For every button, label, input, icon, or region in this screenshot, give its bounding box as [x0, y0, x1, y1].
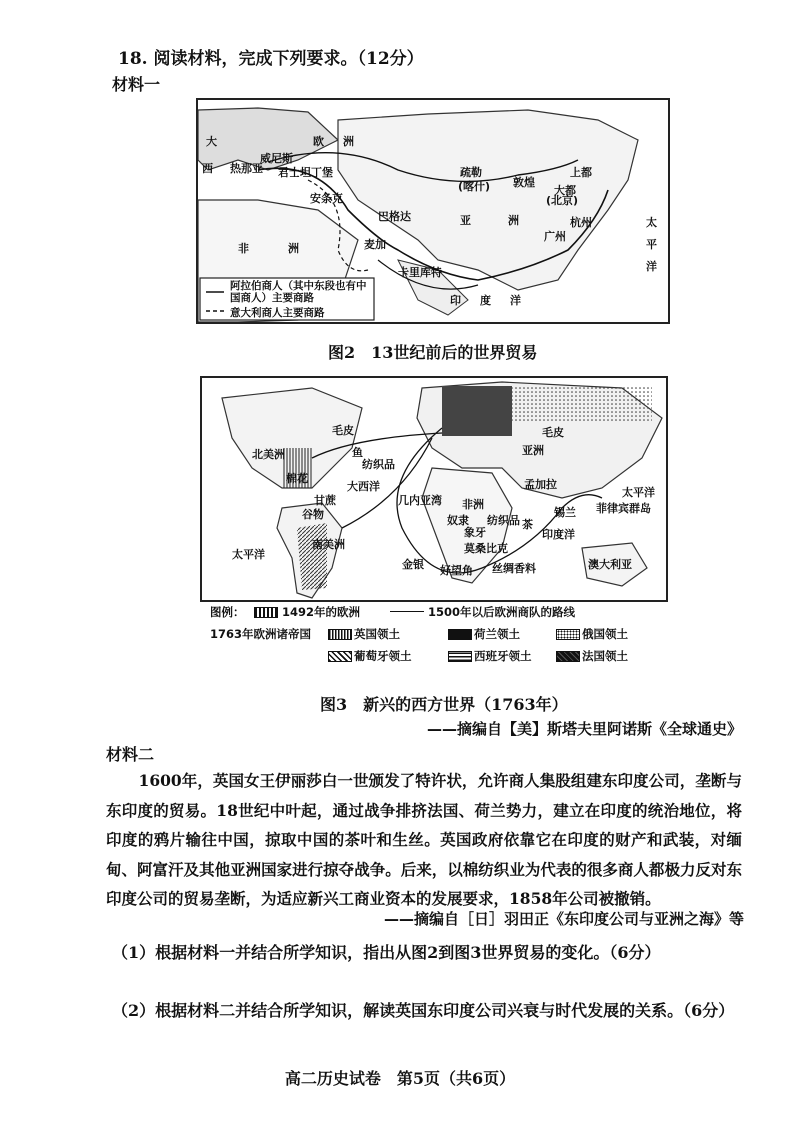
map2-label: 洋 [646, 260, 657, 273]
legend-route: 1500年以后欧洲商队的路线 [428, 605, 576, 619]
map3-label: 奴隶 [447, 514, 469, 527]
legend-spain: 西班牙领土 [474, 649, 532, 663]
legend-empires: 1763年欧洲诸帝国 [210, 627, 312, 641]
material-1-source: ——摘编自【美】斯塔夫里阿诺斯《全球通史》 [426, 720, 742, 738]
question-title: 18. 阅读材料，完成下列要求。（12分） [118, 49, 424, 69]
material-2-label: 材料二 [106, 745, 155, 764]
map2-label: 广州 [544, 230, 566, 243]
map3-label: 太平洋 [622, 486, 655, 499]
map2-label: 度 [480, 294, 491, 307]
legend-russia: 俄国领土 [582, 627, 628, 641]
map2-legend-arab: 阿拉伯商人（其中东段也有中国商人）主要商路 [230, 280, 367, 304]
legend-portugal: 葡萄牙领土 [354, 649, 412, 663]
map2-label: 君士坦丁堡 [278, 166, 333, 179]
map3-label: 鱼 [352, 446, 363, 459]
map2-label: 洲 [288, 242, 299, 255]
map3-label: 丝绸香料 [492, 562, 536, 575]
map3-label: 孟加拉 [524, 478, 557, 491]
map-3-graphic [202, 378, 666, 600]
map2-label: 印 [450, 294, 461, 307]
map3-label: 澳大利亚 [588, 558, 632, 571]
legend-route-arrow-icon [390, 611, 424, 612]
map2-legend-italian: 意大利商人主要商路 [230, 307, 325, 319]
map3-label: 象牙 [464, 526, 486, 539]
legend-britain-swatch [328, 629, 352, 640]
legend-netherlands-swatch [448, 629, 472, 640]
figure-2-caption: 图2 13世纪前后的世界贸易 [328, 343, 538, 362]
map3-label: 大西洋 [347, 480, 380, 493]
map2-label: 亚 [460, 214, 471, 227]
map3-label: 锡兰 [554, 506, 576, 519]
map3-label: 谷物 [302, 508, 324, 521]
map3-label: 纺织品 [487, 514, 520, 527]
subquestion-1: （1）根据材料一并结合所学知识，指出从图2到图3世界贸易的变化。（6分） [112, 943, 661, 962]
map2-label: 威尼斯 [260, 152, 293, 165]
legend-spain-swatch [448, 651, 472, 662]
map3-label: 毛皮 [332, 424, 354, 437]
map2-label: 大 [206, 135, 217, 148]
map3-label: 印度洋 [542, 528, 575, 541]
map2-label: 疏勒 [460, 166, 482, 179]
map3-label: 太平洋 [232, 548, 265, 561]
legend-europe-1492-swatch [254, 607, 278, 618]
map2-label: 安条克 [310, 192, 343, 205]
legend-france-swatch [556, 651, 580, 662]
map3-label: 莫桑比克 [464, 542, 508, 555]
legend-russia-swatch [556, 629, 580, 640]
map2-label: 太 [646, 216, 657, 229]
map3-label: 几内亚湾 [398, 494, 442, 507]
figure-3-map [200, 376, 668, 602]
map3-label: 茶 [522, 518, 533, 531]
map2-label: 敦煌 [513, 176, 535, 189]
map3-label: 亚洲 [522, 444, 544, 457]
map2-label: 麦加 [364, 238, 386, 251]
map2-label: 大都 [554, 184, 576, 197]
map2-label: 非 [238, 242, 249, 255]
map3-label: 纺织品 [362, 458, 395, 471]
map3-label: 北美洲 [252, 448, 285, 461]
material-1-label: 材料一 [112, 75, 161, 94]
map2-label: 西 [202, 162, 213, 175]
material-2-source: ——摘编自［日］羽田正《东印度公司与亚洲之海》等 [383, 910, 744, 928]
map2-label: 洲 [508, 214, 519, 227]
material-2-body: 1600年，英国女王伊丽莎白一世颁发了特许状，允许商人集股组建东印度公司，垄断与东印度的贸易。18世纪中叶起，通过战争排挤法国、荷兰势力，建立在印度的统治地位，将印度的鸦片输往中国，掠取中国的茶叶和生丝。英国政府依靠它在印度的财产和武装，对缅甸、阿富汗及其他亚洲国家进行掠夺战争。后来，以棉纺织业为代表的很多商人都极力反对东印度公司的贸易垄断，为适应新兴工商业资本的发展要求，1858年公司被撤销。 [106, 771, 742, 908]
figure-3-caption: 图3 新兴的西方世界（1763年） [320, 695, 568, 714]
map2-label: 巴格达 [378, 210, 411, 223]
figure-2-map [196, 98, 670, 324]
map3-label: 南美洲 [312, 538, 345, 551]
map3-label: 棉花 [286, 472, 308, 485]
subquestion-2: （2）根据材料二并结合所学知识，解读英国东印度公司兴衰与时代发展的关系。（6分） [112, 1001, 735, 1020]
map2-label: 洲 [343, 135, 354, 148]
map3-label: 毛皮 [542, 426, 564, 439]
map2-label: 欧 [313, 135, 324, 148]
map3-label: 菲律宾群岛 [596, 502, 651, 515]
map2-label: 杭州 [570, 216, 592, 229]
map3-legend [210, 604, 670, 668]
map3-label: 甘蔗 [314, 494, 336, 507]
legend-title: 图例： [210, 605, 245, 619]
legend-netherlands: 荷兰领土 [474, 627, 520, 641]
map2-label: (北京) [546, 194, 579, 207]
map2-label: 卡里库特 [398, 266, 442, 279]
map2-label: 上都 [570, 166, 592, 179]
legend-france: 法国领土 [582, 649, 628, 663]
legend-portugal-swatch [328, 651, 352, 662]
map3-label: 金银 [402, 558, 424, 571]
legend-europe-1492: 1492年的欧洲 [282, 605, 361, 619]
map2-label: (喀什) [458, 180, 491, 193]
map2-label: 热那亚 [230, 162, 263, 175]
map3-label: 非洲 [462, 498, 484, 511]
map3-label: 好望角 [440, 564, 473, 577]
page-footer: 高二历史试卷 第5页（共6页） [284, 1069, 516, 1088]
legend-britain: 英国领土 [354, 627, 400, 641]
map2-label: 洋 [510, 294, 521, 307]
map2-label: 平 [646, 238, 657, 251]
